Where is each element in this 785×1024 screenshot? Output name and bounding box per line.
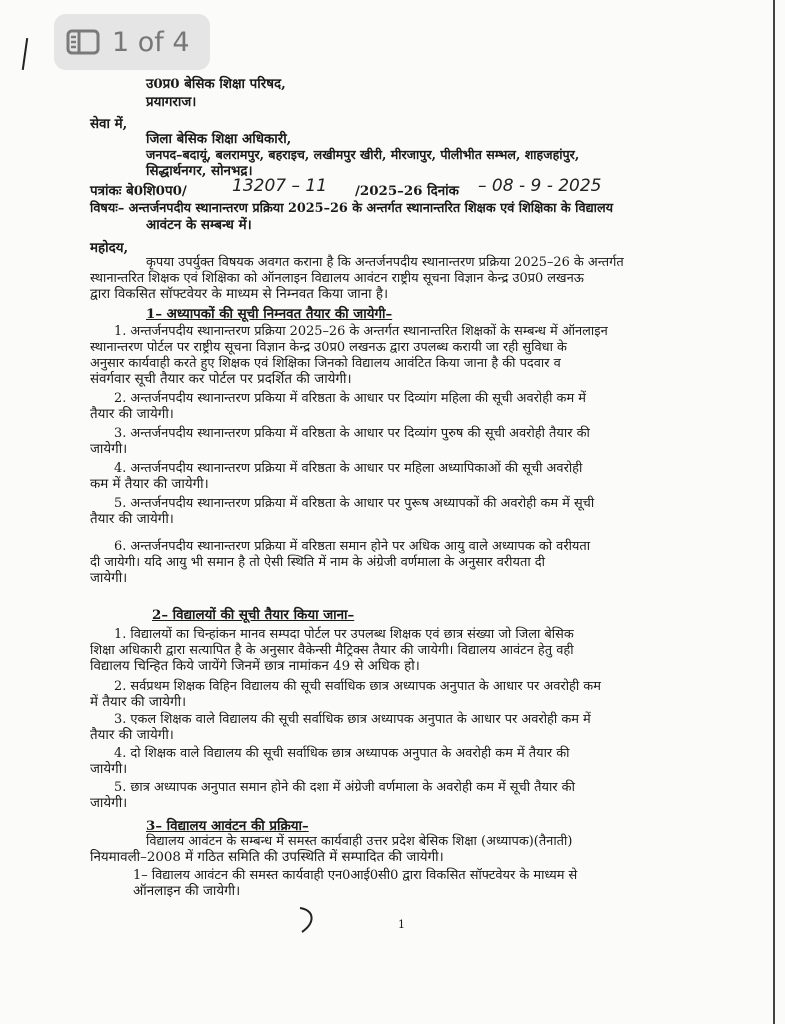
sender-line-2: प्रयागराज। bbox=[146, 94, 197, 110]
scan-mark bbox=[22, 38, 28, 70]
reference-year: /2025–26 दिनांक bbox=[355, 183, 459, 199]
s1-item-6-line-1: 6. अन्तर्जनपदीय स्थानान्तरण प्रक्रिया में वरिष्ठता समान होने पर अधिक आयु वाले अध्यापक को वरीयता bbox=[114, 539, 591, 554]
s3-item-1-line-1: 1– विद्यालय आवंटन की समस्त कार्यवाही एन0आई0सी0 द्वारा विकसित सॉफ्टवेयर के माध्यम से bbox=[133, 868, 578, 883]
s1-item-1-line-4: संवर्गवार सूची तैयार कर पोर्टल पर प्रदर्शित की जायेगी। bbox=[90, 372, 352, 387]
recipient-line-3: सिद्धार्थनगर, सोनभद्र। bbox=[146, 163, 253, 179]
s2-item-1-line-3: विद्यालय चिन्हित किये जायेंगे जिनमें छात्र नामांकन 49 से अधिक हो। bbox=[90, 659, 420, 674]
intro-line-2: स्थानान्तरित शिक्षक एवं शिक्षिका को ऑनलाइन विद्यालय आवंटन राष्ट्रीय सूचना विज्ञान केन्द्र उ0प्र0 लखनऊ bbox=[90, 271, 584, 286]
s1-item-6-line-3: जायेगी। bbox=[90, 571, 128, 586]
s1-item-1-line-1: 1. अन्तर्जनपदीय स्थानान्तरण प्रक्रिया 2025–26 के अन्तर्गत स्थानान्तरित शिक्षकों के सम्बन्ध में ऑनलाइन bbox=[114, 324, 608, 339]
sender-line-1: उ0प्र0 बेसिक शिक्षा परिषद, bbox=[146, 76, 286, 92]
s2-item-2-line-2: में तैयार की जायेगी। bbox=[90, 695, 187, 710]
recipient-line-2: जनपद–बदायूं, बलरामपुर, बहराइच, लखीमपुर खीरी, मीरजापुर, पीलीभीत सम्भल, शाहजहांपुर, bbox=[146, 147, 580, 162]
recipient-label: सेवा में, bbox=[90, 116, 128, 132]
sidebar-icon bbox=[66, 29, 100, 55]
s1-item-5-line-1: 5. अन्तर्जनपदीय स्थानान्तरण प्रक्रिया में वरिष्ठता के आधार पर पुरूष अध्यापकों की अवरोही कम में सूची bbox=[114, 496, 595, 511]
section-3-heading: 3– विद्यालय आवंटन की प्रक्रिया– bbox=[146, 818, 309, 834]
s1-item-3-line-1: 3. अन्तर्जनपदीय स्थानान्तरण प्रकिया में वरिष्ठता के आधार पर दिव्यांग पुरुष की सूची अवरोही तैयार की bbox=[114, 426, 590, 441]
page-number: 1 bbox=[398, 918, 405, 931]
s2-item-1-line-2: शिक्षा अधिकारी द्वारा सत्यापित है के अनुसार वैकेन्सी मैट्रिक्स तैयार की जायेगी। विद्यालय आवंटन हेतु वही bbox=[90, 643, 574, 658]
s1-item-1-line-3: अनुसार कार्यवाही करते हुए शिक्षक एवं शिक्षिका जिनको विद्यालय आवंटित किया जाना है की पदवार व bbox=[90, 356, 561, 371]
s2-item-5-line-1: 5. छात्र अध्यापक अनुपात समान होने की दशा में अंग्रेजी वर्णमाला के अवरोही कम में सूची तैयार की bbox=[114, 780, 575, 795]
s2-item-4-line-1: 4. दो शिक्षक वाले विद्यालय की सूची सर्वाधिक छात्र अध्यापक अनुपात के अवरोही कम में तैयार की bbox=[114, 746, 570, 761]
s1-item-2-line-1: 2. अन्तर्जनपदीय स्थानान्तरण प्रकिया में वरिष्ठता के आधार पर दिव्यांग महिला की सूची अवरोही कम में bbox=[114, 391, 586, 406]
page-indicator[interactable] bbox=[54, 14, 210, 70]
s3-item-1-line-2: ऑनलाइन की जायेगी। bbox=[133, 884, 241, 899]
s2-item-2-line-1: 2. सर्वप्रथम शिक्षक विहिन विद्यालय की सूची सर्वाधिक छात्र अध्यापक अनुपात के आधार पर अवरोही कम bbox=[114, 679, 601, 694]
s2-item-3-line-1: 3. एकल शिक्षक वाले विद्यालय की सूची सर्वाधिक छात्र अध्यापक अनुपात के आधार पर अवरोही कम में bbox=[114, 712, 591, 727]
s1-item-4-line-2: कम में तैयार की जायेगी। bbox=[90, 477, 209, 492]
s3-para-line-2: नियमावली–2008 में गठित समिति की उपस्थिति में सम्पादित की जायेगी। bbox=[90, 850, 444, 865]
section-1-heading: 1– अध्यापकों की सूची निम्नवत तैयार की जायेगी– bbox=[146, 306, 393, 322]
intro-line-1: कृपया उपर्युक्त विषयक अवगत कराना है कि अन्तर्जनपदीय स्थानान्तरण प्रक्रिया 2025–26 के अन्तर्गत bbox=[146, 255, 624, 270]
page-indicator-label: 1 of 4 bbox=[112, 26, 190, 58]
s2-item-3-line-2: तैयार की जायेगी। bbox=[90, 728, 174, 743]
subject-line-2: आवंटन के सम्बन्ध में। bbox=[146, 217, 252, 233]
intro-line-3: द्वारा विकसित सॉफ्टवेयर के माध्यम से निम्नवत किया जाना है। bbox=[90, 287, 389, 302]
reference-date-handwritten: – 08 - 9 - 2025 bbox=[478, 176, 602, 196]
s2-item-4-line-2: जायेगी। bbox=[90, 762, 128, 777]
s2-item-5-line-2: जायेगी। bbox=[90, 796, 128, 811]
s1-item-1-line-2: स्थानान्तरण पोर्टल पर राष्ट्रीय सूचना विज्ञान केन्द्र उ0प्र0 लखनऊ द्वारा उपलब्ध करायी जा रही सुविधा के bbox=[90, 340, 567, 355]
s1-item-4-line-1: 4. अन्तर्जनपदीय स्थानान्तरण प्रक्रिया में वरिष्ठता के आधार पर महिला अध्यापिकाओं की सूची अवरोही bbox=[114, 461, 583, 476]
section-2-heading: 2– विद्यालयों की सूची तैयार किया जाना– bbox=[152, 607, 355, 623]
page-edge bbox=[773, 0, 775, 1024]
reference-number-handwritten: 13207 – 11 bbox=[232, 176, 328, 196]
reference-prefix: पत्रांकः बे0शि0प0/ bbox=[90, 183, 187, 199]
s1-item-3-line-2: जायेगी। bbox=[90, 442, 128, 457]
recipient-line-1: जिला बेसिक शिक्षा अधिकारी, bbox=[146, 131, 292, 147]
s1-item-6-line-2: दी जायेगी। यदि आयु भी समान है तो ऐसी स्थिति में नाम के अंग्रेजी वर्णमाला के अनुसार वरीयता दी bbox=[90, 555, 545, 570]
s2-item-1-line-1: 1. विद्यालयों का चिन्हांकन मानव सम्पदा पोर्टल पर उपलब्ध शिक्षक एवं छात्र संख्या जो जिला बेसिक bbox=[114, 627, 574, 642]
salutation: महोदय, bbox=[90, 240, 129, 256]
s3-para-line-1: विद्यालय आवंटन के सम्बन्ध में समस्त कार्यवाही उत्तर प्रदेश बेसिक शिक्षा (अध्यापक)(तैनाती) bbox=[146, 834, 573, 849]
s1-item-5-line-2: तैयार की जायेगी। bbox=[90, 512, 174, 527]
subject-line-1: विषयः– अन्तर्जनपदीय स्थानान्तरण प्रक्रिया 2025–26 के अन्तर्गत स्थानान्तरित शिक्षक एवं शिक्षिका के विद्यालय bbox=[90, 201, 614, 216]
initial-mark bbox=[292, 902, 326, 936]
s1-item-2-line-2: तैयार की जायेगी। bbox=[90, 407, 174, 422]
